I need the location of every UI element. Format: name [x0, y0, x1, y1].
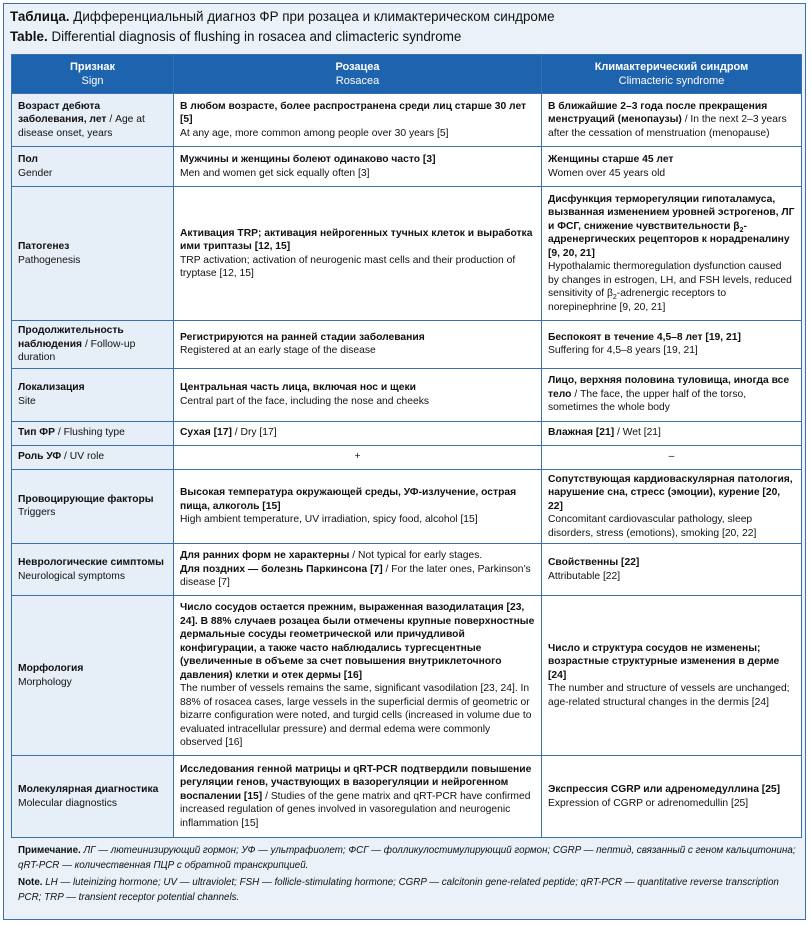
sign-en: Follow-up duration: [18, 338, 136, 363]
header-rosacea: [174, 55, 542, 94]
table-row: [12, 321, 802, 369]
header-sign: [12, 55, 174, 94]
climacteric-ru: Сопутствующая кардиоваскулярная патология, нарушение сна, стресс (эмоции), курение [20, 22]: [548, 473, 793, 512]
rosacea-cell: [174, 544, 542, 596]
rosacea-cell: [174, 368, 542, 421]
climacteric-ru: Влажная [21]: [548, 427, 615, 439]
sign-cell: Продолжительность наблюдения / Follow-up duration: [12, 321, 174, 369]
climacteric-en: Women over 45 years old: [548, 167, 666, 179]
rosacea-en-2: For the later ones, Parkinson’s disease [7]: [180, 563, 531, 589]
sign-cell: [12, 187, 174, 321]
rosacea-line1: Для ранних форм не характерны / Not typical for early stages.: [180, 550, 483, 562]
sign-ru: Роль УФ: [18, 451, 62, 463]
rosacea-en: High ambient temperature, UV irradiation, spicy food, alcohol [15]: [180, 514, 478, 525]
rosacea-cell: [174, 94, 542, 147]
climacteric-en-part2: -adrenergic receptors to norepinephrine [9, 20, 21]: [548, 288, 727, 313]
rosacea-mark: +: [354, 451, 361, 463]
table-header-row: [12, 55, 802, 94]
climacteric-cell: [542, 187, 802, 321]
caption-ru-text: Дифференциальный диагноз ФР при розацеа и климактерическом синдроме: [73, 9, 555, 24]
rosacea-en: At any age, more common among people over 30 years [5]: [180, 127, 449, 139]
climacteric-cell: [542, 756, 802, 838]
note-en: [18, 875, 798, 905]
note-en-label: Note.: [18, 877, 43, 888]
sign-en: Triggers: [18, 507, 56, 519]
caption-en: [10, 27, 800, 47]
caption-en-label: Table.: [10, 29, 48, 44]
table-row: [12, 596, 802, 756]
rosacea-cell: Исследования генной матрицы и qRT-PCR подтвердили повышение регуляции генов, участвующих в вазорегуляции и нейрогенном воспалении [15] / Studies of the gene matrix and qRT-PCR have confirmed increased regulation of genes involved in vasoregulation and neurogenic inflammation [15]: [174, 756, 542, 838]
header-climacteric: [542, 55, 802, 94]
climacteric-en-sub: 2: [612, 294, 617, 302]
sign-ru: Пол: [18, 154, 38, 165]
rosacea-line2: Для поздних — болезнь Паркинсона [7] / For the later ones, Parkinson’s disease [7]: [180, 563, 531, 589]
sign-en: Age at disease onset, years: [18, 114, 145, 139]
climacteric-ru: Свойственны [22]: [548, 557, 640, 568]
sign-ru: Возраст дебюта заболевания, лет: [18, 100, 107, 126]
note-ru-text: ЛГ — лютеинизирующий гормон; УФ — ультрафиолет; ФСГ — фолликулостимулирующий гормон; CGRP — пептид, связанный с геном кальцитонина; qRT-PCR — количественная ПЦР с обратной транскрипцией.: [18, 845, 796, 871]
climacteric-cell: [542, 544, 802, 596]
sign-ru: Тип ФР: [18, 427, 55, 439]
sign-cell: [12, 469, 174, 544]
rosacea-cell: Сухая [17] / Dry [17]: [174, 421, 542, 445]
climacteric-en: Attributable [22]: [548, 570, 621, 582]
table-row: [12, 94, 802, 147]
climacteric-mark: –: [668, 451, 675, 463]
sign-en: Gender: [18, 167, 53, 179]
table-row: [12, 469, 802, 544]
caption-ru: [10, 7, 800, 27]
climacteric-cell: В ближайшие 2–3 года после прекращения менструаций (менопаузы) / In the next 2–3 years after the cessation of menstruation (menopause): [542, 94, 802, 147]
note-ru-label: Примечание.: [18, 845, 81, 856]
sign-cell: [12, 147, 174, 187]
diagnosis-table: [11, 54, 802, 838]
climacteric-cell: [542, 147, 802, 187]
sign-cell: Тип ФР / Flushing type: [12, 421, 174, 445]
climacteric-cell: Лицо, верхняя половина туловища, иногда все тело / The face, the upper half of the torso, sometimes the whole body: [542, 368, 802, 421]
climacteric-en: Expression of CGRP or adrenomedullin [25]: [548, 797, 749, 809]
rosacea-ru: Регистрируются на ранней стадии заболевания: [180, 331, 425, 343]
climacteric-ru-part1: Дисфункция терморегуляции гипоталамуса, вызванная изменением уровней эстрогенов, ЛГ и ФСГ, снижение чувствительности β: [548, 193, 795, 232]
header-rosacea-ru: Розацеа: [335, 61, 380, 73]
rosacea-ru-2: Для поздних — болезнь Паркинсона [7]: [180, 563, 383, 575]
sign-ru: Локализация: [18, 382, 85, 393]
table-row: [12, 421, 802, 445]
header-clim-ru: Климактерический синдром: [594, 61, 749, 73]
climacteric-ru: Беспокоят в течение 4,5–8 лет [19, 21]: [548, 331, 741, 343]
climacteric-en: In the next 2–3 years after the cessation of menstruation (menopause): [548, 114, 787, 139]
climacteric-ru: Число и структура сосудов не изменены; возрастные структурные изменения в дерме [24]: [548, 642, 780, 681]
sign-cell: Возраст дебюта заболевания, лет / Age at disease onset, years: [12, 94, 174, 147]
header-rosacea-en: Rosacea: [335, 75, 380, 87]
table-row: [12, 368, 802, 421]
sign-en: Molecular diagnostics: [18, 797, 118, 809]
sign-cell: [12, 756, 174, 838]
rosacea-en: Central part of the face, including the nose and cheeks: [180, 395, 430, 407]
sign-ru: Продолжительность наблюдения: [18, 325, 124, 350]
rosacea-ru: Активация TRP; активация нейрогенных тучных клеток и выработка ими триптазы [12, 15]: [180, 227, 533, 252]
rosacea-en: Men and women get sick equally often [3]: [180, 167, 370, 179]
header-sign-ru: Признак: [69, 61, 116, 73]
table-caption: [10, 7, 800, 47]
climacteric-en: The face, the upper half of the torso, sometimes the whole body: [548, 388, 747, 414]
climacteric-cell: Влажная [21] / Wet [21]: [542, 421, 802, 445]
sign-en: Morphology: [18, 676, 72, 688]
sign-en: UV role: [69, 451, 105, 463]
rosacea-en: The number of vessels remains the same, significant vasodilation [23, 24]. In 88% of rosacea cases, large vessels in the superficial dermis of geometric or bizarre configuration were noted, and turgid cells (increased in volume due to evaluated intracellular pressure) and dermal edema were commonly observed [16]: [180, 683, 532, 749]
climacteric-ru: [548, 193, 795, 261]
rosacea-cell: [174, 445, 542, 469]
header-sign-en: Sign: [81, 75, 104, 87]
rosacea-ru: В любом возрасте, более распространена среди лиц старше 30 лет [5]: [180, 100, 527, 126]
sign-cell: [12, 368, 174, 421]
climacteric-en: Wet [21]: [622, 427, 661, 439]
climacteric-cell: [542, 445, 802, 469]
note-en-text: LH — luteinizing hormone; UV — ultraviolet; FSH — follicle-stimulating hormone; CGRP — calcitonin gene-related peptide; qRT-PCR — quantitative reverse transcription PCR; TRP — transient receptor potential channels.: [18, 877, 779, 903]
rosacea-cell: [174, 596, 542, 756]
header-clim-en: Climacteric syndrome: [618, 75, 725, 87]
climacteric-cell: [542, 321, 802, 369]
climacteric-en: Concomitant cardiovascular pathology, sleep disorders, stress (emotions), smoking [20, 22]: [548, 514, 757, 539]
climacteric-en: [548, 260, 795, 314]
rosacea-ru: Исследования генной матрицы и qRT-PCR подтвердили повышение регуляции генов, участвующих в вазорегуляции и нейрогенном воспалении [15]: [180, 763, 532, 802]
climacteric-ru: Экспрессия CGRP или адреномедуллина [25]: [548, 784, 781, 795]
climacteric-en: The number and structure of vessels are unchanged; age-related structural changes in the dermis [24]: [548, 683, 790, 708]
sign-en: Flushing type: [63, 427, 125, 439]
sign-cell: [12, 544, 174, 596]
sign-en: Neurological symptoms: [18, 570, 126, 582]
sign-en: Pathogenesis: [18, 254, 81, 266]
rosacea-ru: Высокая температура окружающей среды, УФ-излучение, острая пища, алкоголь [15]: [180, 487, 517, 512]
rosacea-en: Studies of the gene matrix and qRT-PCR have confirmed increased regulation of genes involved in vasoregulation and neurogenic inflammation [15]: [180, 790, 531, 829]
rosacea-en: TRP activation; activation of neurogenic mast cells and their production of tryptase [12, 15]: [180, 254, 516, 279]
caption-ru-label: Таблица.: [10, 9, 70, 24]
sign-en: Site: [18, 395, 36, 407]
rosacea-ru: Число сосудов остается прежним, выраженная вазодилатация [23, 24]. В 88% случаев розацеа были отмечены крупные поверхностные дермальные сосуды геометрической или причудливой конфигурации, а также часто наблюдались тургесцентные (увеличенные в объеме за счет повышения внутриклеточного давления) клетки и отек дермы [16]: [180, 602, 535, 681]
table-row: [12, 756, 802, 838]
table-row: [12, 544, 802, 596]
rosacea-cell: [174, 469, 542, 544]
sign-ru: Провоцирующие факторы: [18, 493, 154, 505]
rosacea-en: Registered at an early stage of the disease: [180, 345, 376, 357]
rosacea-cell: [174, 321, 542, 369]
rosacea-ru: Мужчины и женщины болеют одинаково часто [3]: [180, 154, 436, 165]
climacteric-ru-part2: -адренергических рецепторов к норадреналину [9, 20, 21]: [548, 220, 790, 259]
table-notes: [18, 843, 798, 907]
sign-ru: Молекулярная диагностика: [18, 784, 159, 795]
rosacea-cell: [174, 187, 542, 321]
rosacea-ru: Центральная часть лица, включая нос и щеки: [180, 382, 416, 393]
sign-ru: Патогенез: [18, 241, 70, 252]
climacteric-ru: В ближайшие 2–3 года после прекращения менструаций (менопаузы): [548, 100, 768, 126]
climacteric-cell: [542, 469, 802, 544]
sign-cell: Роль УФ / UV role: [12, 445, 174, 469]
sign-ru: Неврологические симптомы: [18, 557, 164, 568]
climacteric-en: Suffering for 4,5–8 years [19, 21]: [548, 345, 698, 357]
table-row: [12, 445, 802, 469]
rosacea-ru: Для ранних форм не характерны: [180, 550, 350, 562]
note-ru: [18, 843, 798, 873]
climacteric-ru-sub: 2: [739, 226, 744, 234]
rosacea-ru: Сухая [17]: [180, 427, 232, 439]
rosacea-cell: [174, 147, 542, 187]
sign-cell: [12, 596, 174, 756]
caption-en-text: Differential diagnosis of flushing in rosacea and climacteric syndrome: [51, 29, 462, 44]
table-row: [12, 187, 802, 321]
climacteric-ru: Женщины старше 45 лет: [548, 154, 674, 165]
climacteric-en-part1: Hypothalamic thermoregulation dysfunction caused by changes in estrogen, LH, and FSH levels, reduced sensitivity of β: [548, 261, 792, 300]
rosacea-en: Dry [17]: [240, 427, 277, 439]
sign-ru: Морфология: [18, 663, 84, 674]
climacteric-cell: [542, 596, 802, 756]
climacteric-ru: Лицо, верхняя половина туловища, иногда все тело: [548, 375, 790, 400]
table-row: [12, 147, 802, 187]
rosacea-en: Not typical for early stages.: [358, 550, 483, 562]
